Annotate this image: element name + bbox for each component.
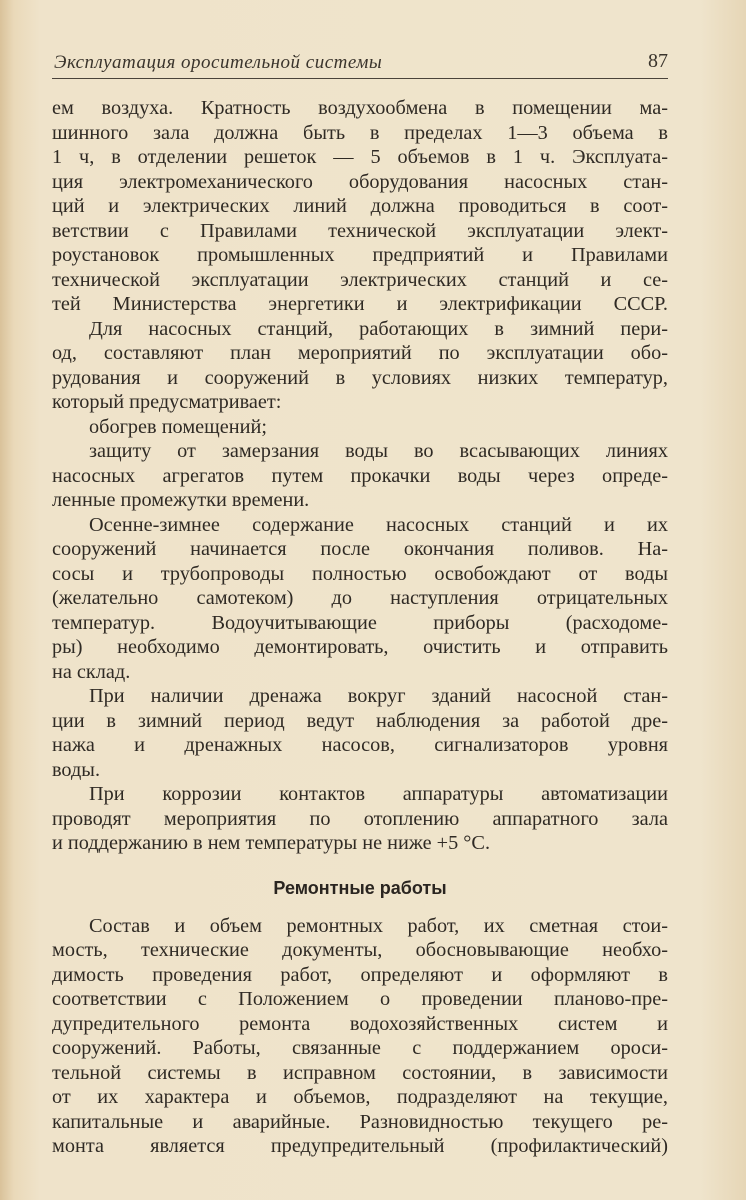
text-line: шинного зала должна быть в пределах 1—3 объема в (52, 121, 668, 144)
text-line: нажа и дренажных насосов, сигнализаторов уровня (52, 734, 668, 756)
text-line: от их характера и объемов, подразделяют на текущие, (52, 1086, 668, 1108)
text-line: мость, технические документы, обосновывающие необхо- (52, 939, 668, 961)
text-line: роустановок промышленных предприятий и Правилами (52, 244, 668, 266)
text-line: технической эксплуатации электрических станций и се- (52, 268, 668, 291)
text-line: и поддержанию в нем температуры не ниже +5 °С. (52, 832, 491, 854)
text-line: защиту от замерзания воды во всасывающих линиях (89, 440, 668, 462)
text-line: ция электромеханического оборудования насосных стан- (52, 170, 668, 193)
text-line: соответствии с Положением о проведении планово-пре- (52, 988, 668, 1010)
text-line: сосы и трубопроводы полностью освобождают от воды (52, 562, 668, 585)
text-line: воды. (52, 758, 101, 781)
text-line: проводят мероприятия по отоплению аппаратного зала (52, 807, 668, 830)
paragraph-repair (52, 914, 668, 1159)
text-line: Для насосных станций, работающих в зимний пери- (89, 317, 668, 340)
paragraph-freeze-protection (52, 439, 668, 513)
text-line: насосных агрегатов путем прокачки воды через опреде- (52, 464, 668, 487)
paragraph-drainage (52, 684, 668, 782)
text-line: ленные промежутки времени. (52, 489, 310, 511)
text-line: 1 ч, в отделении решеток — 5 объемов в 1 ч. Эксплуата- (52, 146, 668, 168)
text-line: тельной системы в исправном состоянии, в зависимости (52, 1061, 668, 1084)
text-line: ветствии с Правилами технической эксплуатации элект- (52, 219, 668, 242)
text-line: обогрев помещений; (89, 415, 267, 438)
text-line: (желательно самотеком) до наступления отрицательных (52, 587, 668, 609)
text-line: тей Министерства энергетики и электрификации СССР. (52, 293, 668, 315)
text-line: Состав и объем ремонтных работ, их сметная стои- (89, 914, 668, 937)
paragraph-autumn-winter (52, 513, 668, 685)
text-line: При коррозии контактов аппаратуры автоматизации (89, 783, 668, 805)
text-line: ем воздуха. Кратность воздухообмена в помещении ма- (52, 97, 668, 119)
text-line: од, составляют план мероприятий по эксплуатации обо- (52, 342, 668, 364)
text-line: который предусматривает: (52, 391, 282, 413)
text-line: ры) необходимо демонтировать, очистить и отправить (52, 636, 668, 658)
paragraph-heating (52, 415, 668, 440)
text-line: Осенне-зимнее содержание насосных станций и их (89, 513, 668, 536)
text-line: ции в зимний период ведут наблюдения за работой дре- (52, 709, 668, 732)
paragraph-corrosion (52, 782, 668, 856)
text-line: температур. Водоучитывающие приборы (расходоме- (52, 611, 668, 634)
text-line: сооружений начинается после окончания поливов. На- (52, 538, 668, 560)
section-title: Ремонтные работы (273, 877, 447, 898)
text-line: При наличии дренажа вокруг зданий насосной стан- (89, 685, 668, 707)
page-header (52, 50, 668, 79)
text-line: рудования и сооружений в условиях низких температур, (52, 366, 668, 389)
text-line: дупредительного ремонта водохозяйственных систем и (52, 1012, 668, 1035)
running-title: Эксплуатация оросительной системы (54, 52, 383, 73)
page-number: 87 (648, 50, 668, 72)
text-line: капитальные и аварийные. Разновидностью текущего ре- (52, 1110, 668, 1133)
text-line: монта является предупредительный (профилактический) (52, 1135, 668, 1157)
paragraph-ventilation (52, 96, 668, 317)
paragraph-winter-plan (52, 317, 668, 415)
text-line: димость проведения работ, определяют и оформляют в (52, 963, 668, 986)
text-line: сооружений. Работы, связанные с поддержанием ороси- (52, 1037, 668, 1059)
text-line: ций и электрических линий должна проводиться в соот- (52, 195, 668, 217)
text-line: на склад. (52, 660, 131, 683)
page-body (52, 96, 668, 1159)
